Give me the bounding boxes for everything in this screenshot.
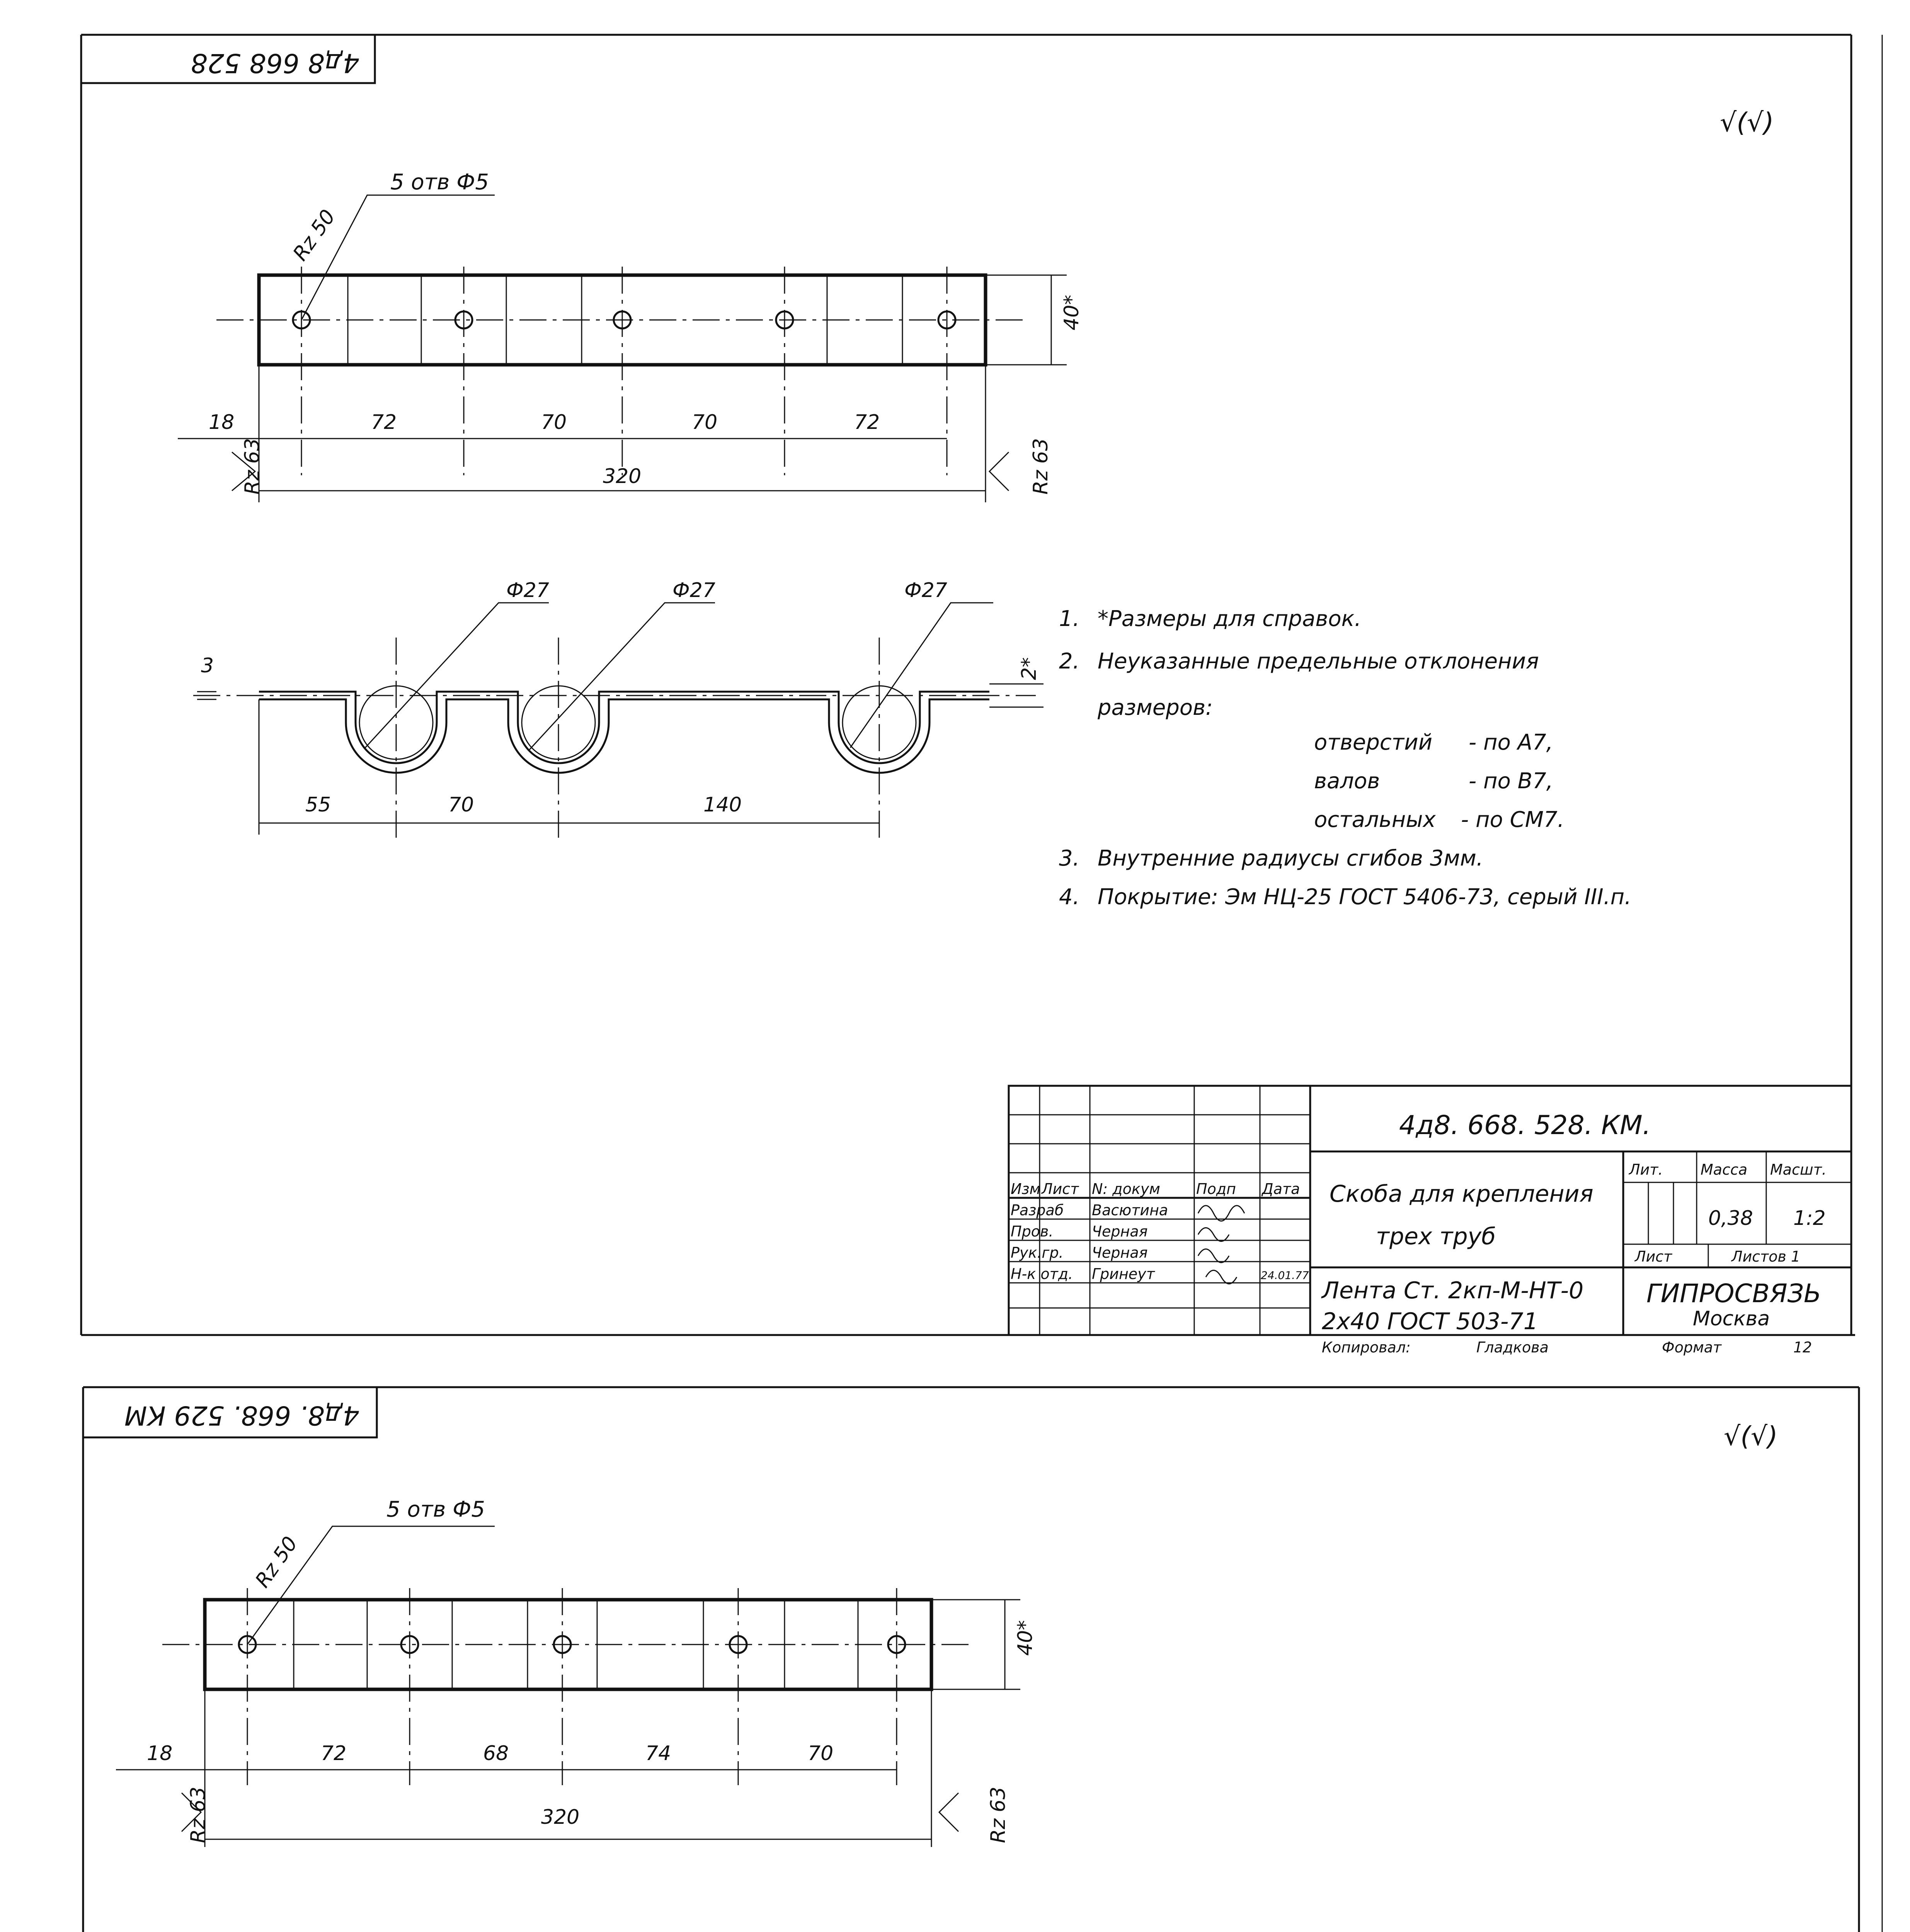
scale-value: 1:2 bbox=[1793, 1207, 1826, 1230]
title-block bbox=[1009, 1086, 1851, 1356]
plan-dim-2: 72 bbox=[321, 1742, 347, 1765]
plan-view bbox=[178, 170, 1083, 502]
note-2-number: 2. bbox=[1059, 649, 1080, 674]
roughness-right: Rz 63 bbox=[1029, 438, 1052, 495]
mass-value: 0,38 bbox=[1708, 1207, 1753, 1230]
copied-label: Копировал: bbox=[1322, 1339, 1411, 1356]
roughness-left: Rz 63 bbox=[241, 438, 264, 495]
corner-stamp bbox=[81, 35, 375, 83]
plan-dim-1: 18 bbox=[209, 411, 235, 434]
profile-view bbox=[193, 579, 1044, 838]
row-label-3: Рук.гр. bbox=[1011, 1244, 1064, 1261]
roughness-corner: Rz 50 bbox=[288, 205, 340, 265]
height-dim: 40* bbox=[1014, 1620, 1037, 1656]
row-label-1: Разраб bbox=[1011, 1202, 1064, 1219]
row-label-4: Н-к отд. bbox=[1011, 1265, 1073, 1282]
note-2-continued: размеров: bbox=[1098, 695, 1213, 720]
plan-view bbox=[116, 1497, 1037, 1847]
format-value: 12 bbox=[1793, 1339, 1812, 1356]
title-name-2: трех труб bbox=[1376, 1223, 1496, 1250]
signatures bbox=[1198, 1206, 1244, 1284]
note-3-number: 3. bbox=[1059, 846, 1080, 871]
title-name-1: Скоба для крепления bbox=[1330, 1180, 1593, 1208]
city: Москва bbox=[1693, 1307, 1770, 1330]
head-list: Лист bbox=[1042, 1180, 1079, 1197]
organization: ГИПРОСВЯЗЬ bbox=[1646, 1279, 1821, 1308]
note-4-number: 4. bbox=[1059, 884, 1080, 910]
profile-dim-1: 55 bbox=[305, 793, 331, 816]
height-dim: 40* bbox=[1060, 294, 1083, 330]
profile-dim-2: 70 bbox=[448, 793, 474, 816]
technical-notes bbox=[1059, 606, 1631, 910]
head-izm: Изм bbox=[1011, 1180, 1041, 1197]
title-doc-code: 4д8. 668. 528. КМ. bbox=[1399, 1110, 1651, 1141]
plan-dim-4: 70 bbox=[692, 411, 718, 434]
note-4: Покрытие: Эм НЦ-25 ГОСТ 5406-73, серый III.п. bbox=[1098, 884, 1632, 910]
roughness-left: Rz 63 bbox=[187, 1786, 210, 1843]
material-2: 2х40 ГОСТ 503-71 bbox=[1322, 1308, 1538, 1335]
profile-dim-3: 140 bbox=[703, 793, 742, 816]
row-name-3: Черная bbox=[1092, 1244, 1148, 1261]
note-2: Неуказанные предельные отклонения bbox=[1098, 649, 1539, 674]
row-name-2: Черная bbox=[1092, 1223, 1148, 1240]
copied-name: Гладкова bbox=[1476, 1339, 1549, 1356]
corner-stamp bbox=[83, 1387, 377, 1437]
note-3: Внутренние радиусы сгибов 3мм. bbox=[1098, 846, 1483, 871]
deviation-shafts-label: валов bbox=[1314, 769, 1380, 794]
row-name-4: Гринеут bbox=[1092, 1265, 1155, 1282]
note-1-number: 1. bbox=[1059, 606, 1080, 631]
row-label-2: Пров. bbox=[1011, 1223, 1054, 1240]
deviation-other-label: остальных bbox=[1314, 807, 1436, 832]
sheet-label: Лист bbox=[1635, 1248, 1672, 1265]
plan-dim-3: 68 bbox=[483, 1742, 509, 1765]
note-1: *Размеры для справок. bbox=[1098, 606, 1362, 631]
height-small: 2* bbox=[1018, 657, 1041, 680]
lit-label: Лит. bbox=[1629, 1161, 1663, 1178]
scale-label: Масшт. bbox=[1770, 1161, 1827, 1178]
corner-stamp-code: 4д8. 668. 529 КМ bbox=[124, 1400, 359, 1430]
head-sign: Подп bbox=[1196, 1180, 1236, 1197]
plan-dim-5: 72 bbox=[854, 411, 880, 434]
roughness-check-mark: √(√) bbox=[1720, 107, 1774, 138]
overall-length: 320 bbox=[603, 465, 642, 488]
deviation-other-value: - по СМ7. bbox=[1461, 807, 1564, 832]
row-name-1: Васютина bbox=[1092, 1202, 1168, 1219]
deviation-holes-label: отверстий bbox=[1314, 730, 1433, 755]
sheets-count: Листов 1 bbox=[1731, 1248, 1801, 1265]
head-doc: N: докум bbox=[1092, 1180, 1160, 1197]
row-date: 24.01.77 bbox=[1261, 1269, 1309, 1282]
diameter-1: Ф27 bbox=[506, 579, 549, 602]
corner-stamp-code: 4д8 668 528 bbox=[191, 48, 359, 78]
plan-dim-4: 74 bbox=[645, 1742, 671, 1765]
deviation-shafts-value: - по В7, bbox=[1469, 769, 1553, 794]
diameter-2: Ф27 bbox=[672, 579, 715, 602]
roughness-right: Rz 63 bbox=[987, 1786, 1010, 1843]
plan-dim-1: 18 bbox=[147, 1742, 173, 1765]
holes-label: 5 отв Ф5 bbox=[386, 1497, 485, 1522]
format-label: Формат bbox=[1662, 1339, 1722, 1356]
diameter-3: Ф27 bbox=[904, 579, 947, 602]
material-1: Лента Ст. 2кп-М-НТ-0 bbox=[1322, 1277, 1584, 1304]
overall-length: 320 bbox=[541, 1806, 580, 1829]
roughness-check-mark: √(√) bbox=[1724, 1421, 1778, 1452]
roughness-corner: Rz 50 bbox=[251, 1532, 303, 1592]
plan-dim-2: 72 bbox=[371, 411, 397, 434]
plan-dim-3: 70 bbox=[541, 411, 567, 434]
sheet-1 bbox=[81, 35, 1851, 1356]
sheet-2 bbox=[83, 1387, 1859, 1932]
holes-label: 5 отв Ф5 bbox=[390, 170, 489, 195]
thickness-dim: 3 bbox=[201, 654, 214, 677]
mass-label: Масса bbox=[1701, 1161, 1748, 1178]
plan-dim-5: 70 bbox=[808, 1742, 834, 1765]
head-date: Дата bbox=[1262, 1180, 1300, 1197]
deviation-holes-value: - по А7, bbox=[1469, 730, 1553, 755]
